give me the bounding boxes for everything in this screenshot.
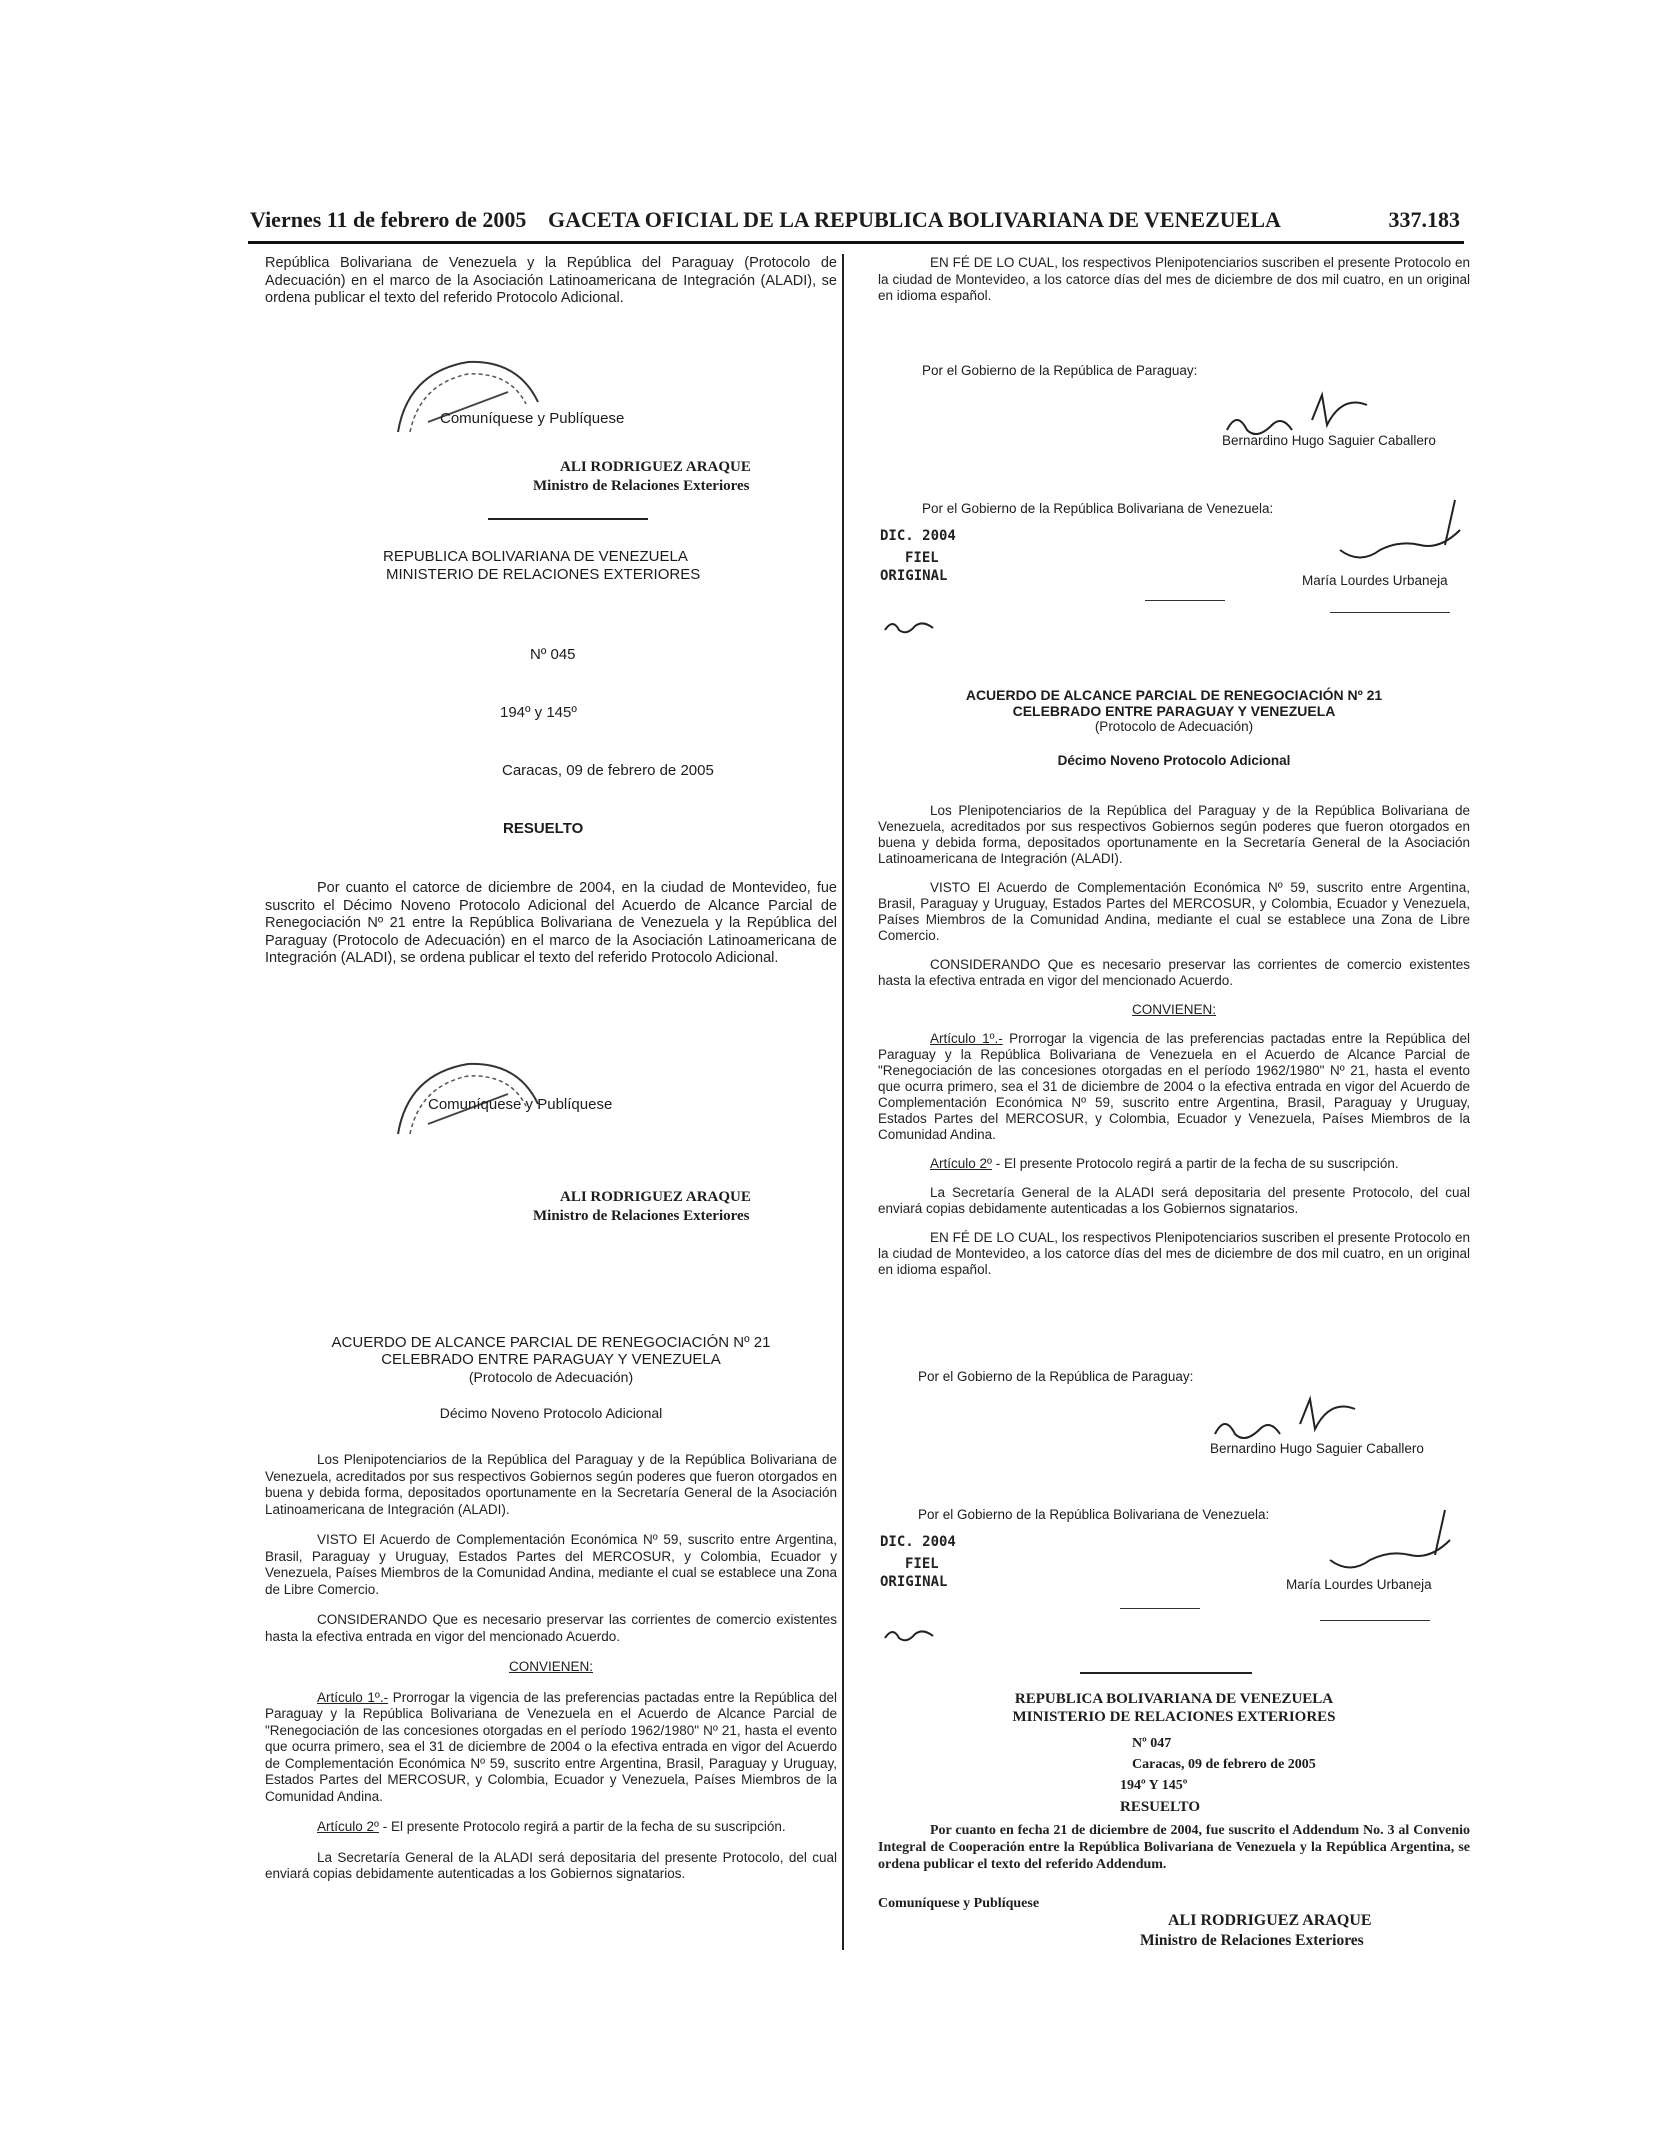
page-header — [248, 205, 1464, 244]
column-divider — [842, 254, 844, 1950]
visto-paragraph-right: VISTO El Acuerdo de Complementación Económica Nº 59, suscrito entre Argentina, Brasil, Paraguay y Uruguay, Estados Partes del MERCOSUR, y Colombia, Ecuador y Venezuela, Países Miembros de la Comunidad Andina, mediante el cual se establece una Zona de Libre Comercio. — [878, 880, 1470, 943]
por-venezuela-1: Por el Gobierno de la República Bolivariana de Venezuela: — [922, 501, 1274, 516]
por-cuanto-paragraph-right: Por cuanto en fecha 21 de diciembre de 2004, fue suscrito el Addendum No. 3 al Convenio Integral de Cooperación entre la República Bolivariana de Venezuela y la República Argentina, se ordena publicar el texto del referido Addendum. — [878, 1823, 1470, 1872]
stamp-1-original: ORIGINAL — [880, 568, 948, 584]
intro-paragraph: República Bolivariana de Venezuela y la República del Paraguay (Protocolo de Adecuación) en el marco de la Asociación Latinoamericana de Integración (ALADI), se ordena publicar el texto del referido Protocolo Adicional. — [265, 255, 837, 306]
article-1-text: Prorrogar la vigencia de las preferencias pactadas entre la República del Paraguay y la República Bolivariana de Venezuela en el Acuerdo de Alcance Parcial de "Renegociación de las concesiones otorgadas en el período 1962/1980" Nº 21, hasta el evento que ocurra primero, sea el 31 de diciembre de 2004 o la efectiva entrada en vigor del Acuerdo de Complementación Económica Nº 59, suscrito entre Argentina, Brasil, Paraguay y Uruguay, Estados Partes del MERCOSUR, y Colombia, Ecuador y Venezuela, Países Miembros de la Comunidad Andina. — [265, 1689, 837, 1804]
resolution-years: 194º y 145º — [500, 704, 577, 721]
resolution-number-right: Nº 047 — [1132, 1736, 1172, 1751]
initials-mark-2 — [880, 1618, 940, 1648]
minister-title-right: Ministro de Relaciones Exteriores — [1140, 1932, 1364, 1949]
secretaria-paragraph: La Secretaría General de la ALADI será depositaria del presente Protocolo, del cual enviará copias debidamente autenticadas a los Gobiernos signatarios. — [265, 1849, 837, 1881]
header-title: GACETA OFICIAL DE LA REPUBLICA BOLIVARIANA DE VENEZUELA — [548, 207, 1281, 232]
article-1-paragraph-right — [878, 1031, 1470, 1143]
agreement-title-line-3-right: (Protocolo de Adecuación) — [1094, 719, 1254, 734]
stamp-2-original: ORIGINAL — [880, 1574, 948, 1590]
left-agreement-body — [265, 1452, 837, 1883]
secretaria-paragraph-right: La Secretaría General de la ALADI será depositaria del presente Protocolo, del cual enviará copias debidamente autenticadas a los Gobiernos signatarios. — [878, 1185, 1470, 1216]
minister-name-1: ALI RODRIGUEZ ARAQUE — [560, 459, 751, 475]
visto-paragraph: VISTO El Acuerdo de Complementación Económica Nº 59, suscrito entre Argentina, Brasil, Paraguay y Uruguay, Estados Partes del MERCOSUR, y Colombia, Ecuador y Venezuela, Países Miembros de la Comunidad Andina, mediante el cual se establece una Zona de Libre Comercio. — [265, 1532, 837, 1597]
left-por-cuanto — [265, 880, 837, 968]
minister-name-2: ALI RODRIGUEZ ARAQUE — [560, 1189, 751, 1205]
en-fe-paragraph-1: EN FÉ DE LO CUAL, los respectivos Plenipotenciarios suscriben el presente Protocolo en la ciudad de Montevideo, a los catorce días del mes de diciembre de dos mil cuatro, en un original en idioma español. — [878, 255, 1470, 303]
ministry-heading-right: MINISTERIO DE RELACIONES EXTERIORES — [1012, 1709, 1336, 1725]
signature-line — [1120, 1608, 1200, 1609]
article-1-paragraph — [265, 1690, 837, 1806]
publiquese-1: Comuníquese y Publíquese — [440, 410, 625, 427]
republic-heading-right: REPUBLICA BOLIVARIANA DE VENEZUELA — [1014, 1691, 1334, 1707]
por-paraguay-1: Por el Gobierno de la República de Paraguay: — [922, 363, 1198, 378]
article-2-paragraph — [265, 1819, 837, 1836]
right-en-fe-1 — [878, 255, 1470, 305]
resolution-place-date: Caracas, 09 de febrero de 2005 — [502, 762, 714, 779]
signature-line — [1320, 1620, 1430, 1621]
right-por-cuanto — [878, 1822, 1470, 1873]
protocol-name: Décimo Noveno Protocolo Adicional — [439, 1405, 663, 1421]
por-cuanto-paragraph: Por cuanto el catorce de diciembre de 2004, en la ciudad de Montevideo, fue suscrito el Décimo Noveno Protocolo Adicional del Acuerdo de Alcance Parcial de Renegociación Nº 21 entre la República Bolivariana de Venezuela y la República del Paraguay (Protocolo de Adecuación) en el marco de la Asociación Latinoamericana de Integración (ALADI), se ordena publicar el texto del referido Protocolo Adicional. — [265, 880, 837, 966]
considerando-paragraph: CONSIDERANDO Que es necesario preservar las corrientes de comercio existentes hasta la efectiva entrada en vigor del mencionado Acuerdo. — [265, 1612, 837, 1644]
separator-rule-right — [1080, 1672, 1252, 1674]
convienen-heading-right: CONVIENEN: — [1131, 1002, 1216, 1017]
plenipotenciarios-paragraph: Los Plenipotenciarios de la República del Paraguay y de la República Bolivariana de Venezuela, acreditados por sus respectivos Gobiernos según poderes que fueron otorgados en buena y debida forma, depositados oportunamente en la Secretaría General de la Asociación Latinoamericana de Integración (ALADI). — [265, 1452, 837, 1517]
stamp-1-fiel: FIEL — [905, 550, 939, 566]
en-fe-paragraph-2: EN FÉ DE LO CUAL, los respectivos Plenipotenciarios suscriben el presente Protocolo en la ciudad de Montevideo, a los catorce días del mes de diciembre de dos mil cuatro, en un original en idioma español. — [878, 1230, 1470, 1277]
resolution-place-date-right: Caracas, 09 de febrero de 2005 — [1132, 1757, 1316, 1772]
article-2-label: Artículo 2º — [317, 1819, 379, 1834]
article-1-text-right: Prorrogar la vigencia de las preferencias pactadas entre la República del Paraguay y la República Bolivariana de Venezuela en el Acuerdo de Alcance Parcial de "Renegociación de las concesiones otorgadas en el período 1962/1980" Nº 21, hasta el evento que ocurra primero, sea el 31 de diciembre de 2004 o la efectiva entrada en vigor del Acuerdo de Complementación Económica Nº 59, suscrito entre Argentina, Brasil, Paraguay y Uruguay, Estados Partes del MERCOSUR, y Colombia, Ecuador y Venezuela, Países Miembros de la Comunidad Andina. — [878, 1031, 1470, 1142]
article-1-label: Artículo 1º.- — [317, 1689, 389, 1705]
agreement-title-line-2-right: CELEBRADO ENTRE PARAGUAY Y VENEZUELA — [1012, 703, 1336, 719]
article-2-paragraph-right — [878, 1156, 1470, 1172]
signature-line — [1330, 612, 1450, 613]
article-2-text: - El presente Protocolo regirá a partir de la fecha de su suscripción. — [378, 1819, 786, 1834]
por-venezuela-2: Por el Gobierno de la República Bolivariana de Venezuela: — [918, 1507, 1270, 1522]
ministry-heading: MINISTERIO DE RELACIONES EXTERIORES — [386, 566, 701, 583]
minister-title-1: Ministro de Relaciones Exteriores — [533, 478, 750, 494]
considerando-paragraph-right: CONSIDERANDO Que es necesario preservar las corrientes de comercio existentes hasta la efectiva entrada en vigor del mencionado Acuerdo. — [878, 957, 1470, 988]
republic-heading: REPUBLICA BOLIVARIANA DE VENEZUELA — [383, 548, 688, 565]
signature-line — [1145, 600, 1225, 601]
right-agreement-body — [878, 803, 1470, 1278]
article-2-label-right: Artículo 2º — [930, 1156, 992, 1171]
por-paraguay-2: Por el Gobierno de la República de Paraguay: — [918, 1369, 1194, 1384]
resolution-number: Nº 045 — [530, 646, 576, 663]
agreement-title-line-1: ACUERDO DE ALCANCE PARCIAL DE RENEGOCIACIÓN Nº 21 — [331, 1334, 771, 1351]
agreement-title-line-2: CELEBRADO ENTRE PARAGUAY Y VENEZUELA — [381, 1351, 721, 1368]
venezuela-signature-1 — [1330, 490, 1480, 570]
minister-title-2: Ministro de Relaciones Exteriores — [533, 1208, 750, 1224]
resolution-years-right: 194º Y 145º — [1120, 1778, 1188, 1793]
article-2-text-right: - El presente Protocolo regirá a partir de la fecha de su suscripción. — [991, 1156, 1399, 1171]
stamp-2-date: DIC. 2004 — [880, 1534, 956, 1550]
venezuela-signature-2 — [1320, 1500, 1470, 1580]
header-page-number: 337.183 — [1388, 207, 1460, 232]
paraguay-signer-2: Bernardino Hugo Saguier Caballero — [1210, 1441, 1424, 1456]
ministry-seal-stamp — [388, 352, 548, 442]
venezuela-signer-1: María Lourdes Urbaneja — [1302, 573, 1448, 588]
protocol-name-right: Décimo Noveno Protocolo Adicional — [1057, 753, 1291, 768]
agreement-title-line-3: (Protocolo de Adecuación) — [468, 1369, 634, 1385]
venezuela-signer-2: María Lourdes Urbaneja — [1286, 1577, 1432, 1592]
resolution-resuelto: RESUELTO — [503, 820, 584, 837]
publiquese-right: Comuníquese y Publíquese — [878, 1896, 1040, 1911]
minister-name-right: ALI RODRIGUEZ ARAQUE — [1168, 1912, 1372, 1929]
left-intro — [265, 255, 837, 308]
article-1-label-right: Artículo 1º.- — [930, 1031, 1003, 1046]
stamp-2-fiel: FIEL — [905, 1556, 939, 1572]
publiquese-2: Comuníquese y Publíquese — [428, 1096, 613, 1113]
paraguay-signer-1: Bernardino Hugo Saguier Caballero — [1222, 433, 1436, 448]
stamp-1-date: DIC. 2004 — [880, 528, 956, 544]
initials-mark-1 — [880, 610, 940, 640]
convienen-heading: CONVIENEN: — [508, 1659, 593, 1674]
plenipotenciarios-paragraph-right: Los Plenipotenciarios de la República del Paraguay y de la República Bolivariana de Venezuela, acreditados por sus respectivos Gobiernos según poderes que fueron otorgados en buena y debida forma, depositados oportunamente en la Secretaría General de la Asociación Latinoamericana de Integración (ALADI). — [878, 803, 1470, 866]
resolution-resuelto-right: RESUELTO — [1120, 1799, 1201, 1815]
header-date: Viernes 11 de febrero de 2005 — [250, 207, 527, 232]
agreement-title-line-1-right: ACUERDO DE ALCANCE PARCIAL DE RENEGOCIACIÓN Nº 21 — [965, 687, 1383, 703]
separator-rule — [488, 518, 648, 520]
